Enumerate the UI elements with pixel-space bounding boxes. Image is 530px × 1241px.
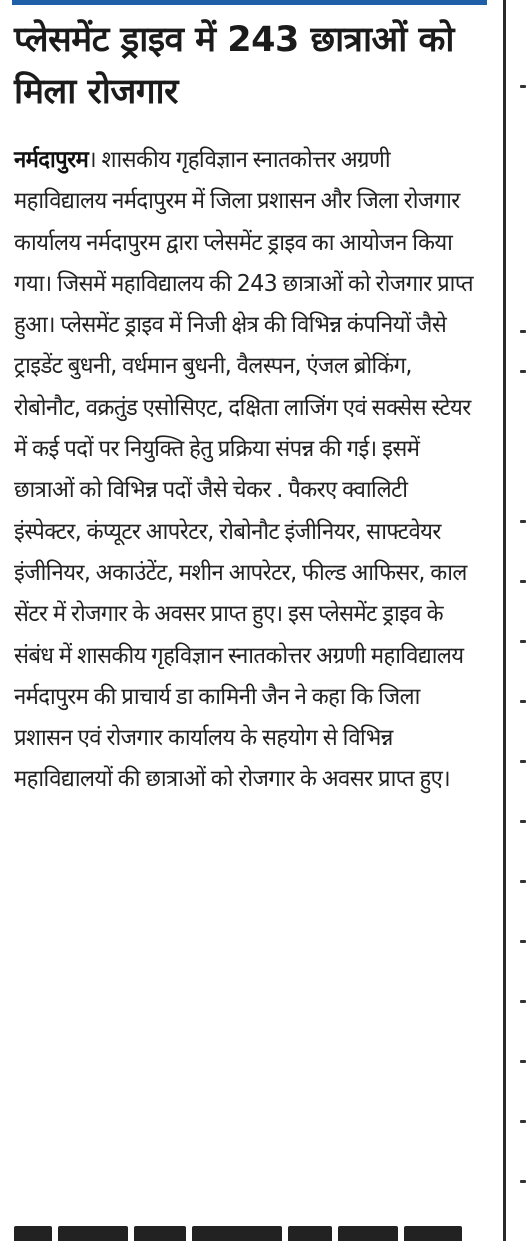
next-headline-fragment xyxy=(14,1226,494,1241)
dateline-separator: । xyxy=(88,147,97,173)
article-dateline: नर्मदापुरम xyxy=(14,147,89,173)
article-body xyxy=(14,140,477,801)
column-divider xyxy=(503,0,506,1241)
article-text: शासकीय गृहविज्ञान स्नातकोत्तर अग्रणी महाविद्यालय नर्मदापुरम में जिला प्रशासन और जिला रोजगार कार्यालय नर्मदापुरम द्वारा प्लेसमेंट ड्राइव का आयोजन किया गया। जिसमें महाविद्यालय की 243 छात्राओं को रोजगार प्राप्त हुआ। प्लेसमेंट ड्राइव में निजी क्षेत्र की विभिन्न कंपनियों जैसे ट्राइडेंट बुधनी, वर्धमान बुधनी, वैलस्पन, एंजल ब्रोकिंग, रोबोनौट, वक्रतुंड एसोसिएट, दक्षिता लाजिंग एवं सक्सेस स्टेयर में कई पदों पर नियुक्ति हेतु प्रक्रिया संपन्न की गई। इसमें छात्राओं को विभिन्न पदों जैसे चेकर . पैकरए क्वालिटी इंस्पेक्टर, कंप्यूटर आपरेटर, रोबोनौट इंजीनियर, साफ्टवेयर इंजीनियर, अकाउंटेंट, मशीन आपरेटर, फील्ड आफिसर, काल सेंटर में रोजगार के अवसर प्राप्त हुए। इस प्लेसमेंट ड्राइव के संबंध में शासकीय गृहविज्ञान स्नातकोत्तर अग्रणी महाविद्यालय नर्मदापुरम की प्राचार्य डा कामिनी जैन ने कहा कि जिला प्रशासन एवं रोजगार कार्यालय के सहयोग से विभिन्न महाविद्यालयों की छात्राओं को रोजगार के अवसर प्राप्त हुए। xyxy=(14,147,474,793)
top-rule xyxy=(12,0,487,5)
article-headline: प्लेसमेंट ड्राइव में 243 छात्राओं को मिला रोजगार xyxy=(14,20,454,112)
adjacent-column-fragment xyxy=(516,0,530,1241)
